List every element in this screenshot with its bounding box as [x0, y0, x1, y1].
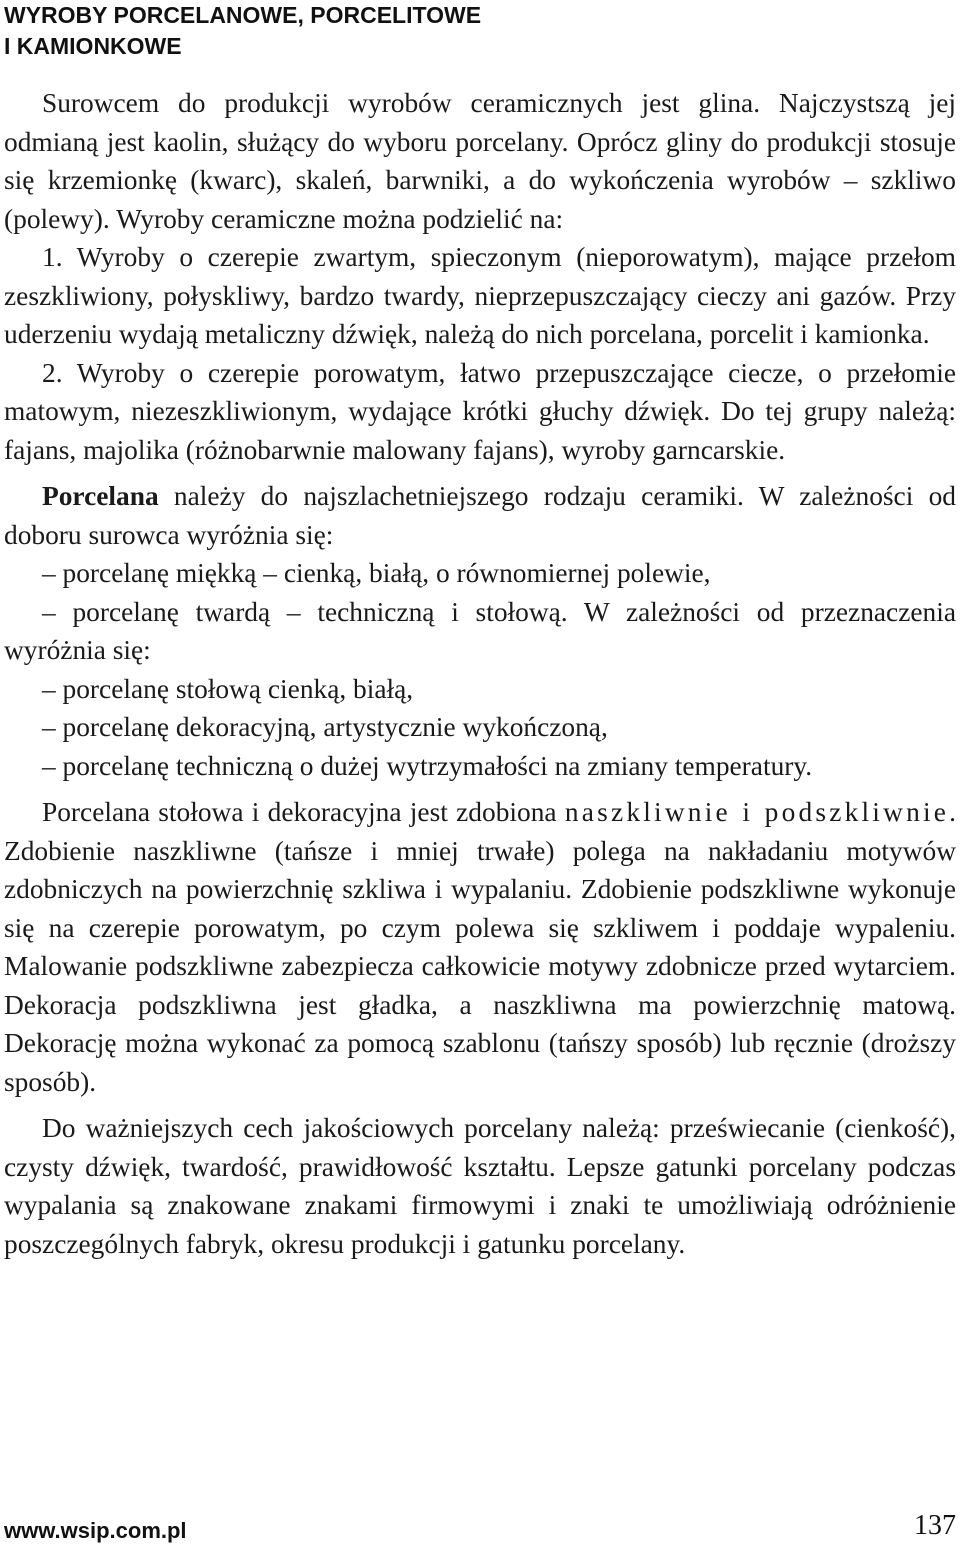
dash-item-technical-porcelain: – porcelanę techniczną o dużej wytrzymałości na zmiany temperatury.: [42, 750, 813, 781]
publisher-url[interactable]: www.wsip.com.pl: [4, 1518, 187, 1543]
list-item-2: 2. Wyroby o czerepie porowatym, łatwo przepuszczające ciecze, o przełomie matowym, niezeszkliwionym, wydające krótki głuchy dźwięk. Do tej grupy należą: fajans, majolika (różnobarwnie malowany fajans), wyroby garncarskie.: [4, 357, 956, 465]
decoration-spaced-terms: naszkliwnie i podszkliwnie: [564, 797, 950, 827]
porcelain-term: Porcelana: [42, 481, 159, 511]
dash-item-decorative-porcelain: – porcelanę dekoracyjną, artystycznie wykończoną,: [42, 712, 608, 742]
decoration-paragraph: [4, 793, 956, 1101]
page-number: 137: [914, 1510, 956, 1541]
section-heading-line-2: I KAMIONKOWE: [4, 33, 182, 59]
quality-paragraph: Do ważniejszych cech jakościowych porcelany należą: przeświecanie (cienkość), czysty dźwięk, twardość, prawidłowość kształtu. Lepsze gatunki porcelany podczas wypalania są znakowane znakami firmowymi i znaki te umożliwiają odróżnienie poszczególnych fabryk, okresu produkcji i gatunku porcelany.: [4, 1113, 956, 1259]
section-heading: [4, 0, 481, 62]
dash-item-soft-porcelain: – porcelanę miękką – cienką, białą, o równomiernej polewie,: [42, 558, 711, 588]
list-item-1: 1. Wyroby o czerepie zwartym, spieczonym (nieporowatym), mające przełom zeszkliwiony, połyskliwy, bardzo twardy, nieprzepuszczający cieczy ani gazów. Przy uderzeniu wydają metaliczny dźwięk, należą do nich porcelana, porcelit i kamionka.: [4, 242, 956, 349]
porcelain-paragraph: [4, 477, 956, 554]
decoration-paragraph-rest: . Zdobienie naszkliwne (tańsze i mniej trwałe) polega na nakładaniu motywów zdobniczych na powierzchnię szkliwa i wypalaniu. Zdobienie podszkliwne wykonuje się na czerepie porowatym, po czym polewa się szkliwem i poddaje wypaleniu. Malowanie podszkliwne zabezpiecza całkowicie motywy zdobnicze przed wytarciem. Dekoracja podszkliwna jest gładka, a naszkliwna ma powierzchnię matową. Dekorację można wykonać za pomocą szablonu (tańszy sposób) lub ręcznie (droższy sposób).: [4, 797, 956, 1097]
article-body: [4, 84, 956, 1263]
intro-paragraph: Surowcem do produkcji wyrobów ceramicznych jest glina. Najczystszą jej odmianą jest kaolin, służący do wyboru porcelany. Oprócz gliny do produkcji stosuje się krzemionkę (kwarc), skaleń, barwniki, a do wykończenia wyrobów – szkliwo (polewy). Wyroby ceramiczne można podzielić na:: [4, 88, 956, 234]
section-heading-line-1: WYROBY PORCELANOWE, PORCELITOWE: [4, 2, 482, 28]
porcelain-paragraph-text: należy do najszlachetniejszego rodzaju ceramiki. W zależności od doboru surowca wyróżnia się:: [4, 481, 956, 550]
dash-item-hard-porcelain: – porcelanę twardą – techniczną i stołową. W zależności od przeznaczenia wyróżnia się:: [4, 596, 956, 665]
decoration-paragraph-lead: Porcelana stołowa i dekoracyjna jest zdobiona: [42, 797, 565, 827]
dash-item-table-porcelain: – porcelanę stołową cienką, białą,: [42, 673, 414, 704]
